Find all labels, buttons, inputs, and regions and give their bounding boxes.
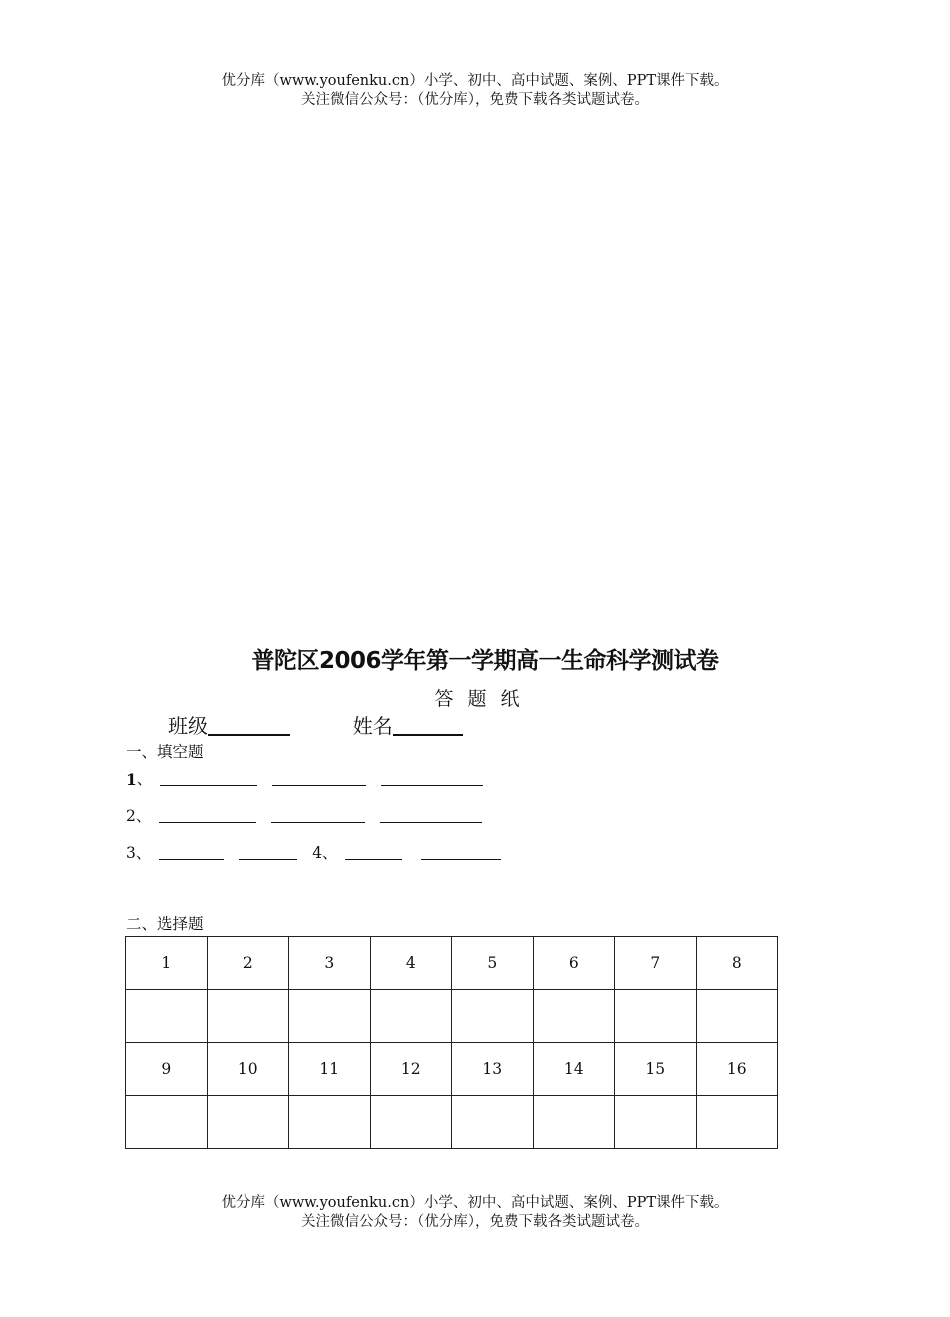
answer-cell[interactable]: [615, 990, 697, 1043]
fill-row-2: [126, 804, 482, 826]
question-number-cell: 3: [289, 937, 371, 990]
class-blank[interactable]: [208, 712, 290, 736]
fill-row-1: [126, 767, 483, 789]
section-fill-in-heading: 一、填空题: [126, 743, 204, 761]
question-number-cell: 14: [533, 1043, 615, 1096]
q4-number: 4、: [312, 844, 338, 862]
question-number-cell: 7: [615, 937, 697, 990]
question-number-cell: 8: [696, 937, 778, 990]
q3-blank-1[interactable]: [159, 841, 224, 860]
table-row-answers-2: [126, 1096, 778, 1149]
q2-number: 2、: [126, 807, 152, 825]
footer-line-1: 优分库（www.youfenku.cn）小学、初中、高中试题、案例、PPT课件下载。: [221, 1195, 729, 1211]
question-number-cell: 9: [126, 1043, 208, 1096]
student-info-row: [168, 710, 463, 739]
question-number-cell: 10: [207, 1043, 289, 1096]
answer-cell[interactable]: [533, 990, 615, 1043]
q2-blank-3[interactable]: [380, 804, 482, 823]
q1-blank-1[interactable]: [160, 767, 257, 786]
answer-cell[interactable]: [126, 990, 208, 1043]
name-blank[interactable]: [393, 712, 463, 736]
answer-cell[interactable]: [370, 990, 452, 1043]
q1-blank-3[interactable]: [381, 767, 483, 786]
answer-cell[interactable]: [696, 990, 778, 1043]
header-line-1: 优分库（www.youfenku.cn）小学、初中、高中试题、案例、PPT课件下载。: [221, 73, 729, 89]
answer-cell[interactable]: [452, 1096, 534, 1149]
table-row-answers-1: [126, 990, 778, 1043]
answer-sheet-subtitle: 答 题 纸: [434, 688, 524, 710]
answer-cell[interactable]: [533, 1096, 615, 1149]
question-number-cell: 5: [452, 937, 534, 990]
table-row-numbers-1: [126, 937, 778, 990]
answer-cell[interactable]: [207, 990, 289, 1043]
name-label: 姓名: [352, 714, 393, 738]
page-footer: [0, 1194, 950, 1232]
page-header: [0, 72, 950, 110]
question-number-cell: 13: [452, 1043, 534, 1096]
q2-blank-1[interactable]: [159, 804, 256, 823]
q2-blank-2[interactable]: [271, 804, 365, 823]
choice-answer-table: [125, 936, 778, 1149]
q4-blank-1[interactable]: [345, 841, 402, 860]
question-number-cell: 16: [696, 1043, 778, 1096]
table-row-numbers-2: [126, 1043, 778, 1096]
answer-cell[interactable]: [696, 1096, 778, 1149]
q1-blank-2[interactable]: [272, 767, 366, 786]
question-number-cell: 2: [207, 937, 289, 990]
answer-cell[interactable]: [207, 1096, 289, 1149]
fill-row-3: [126, 841, 501, 863]
answer-cell[interactable]: [615, 1096, 697, 1149]
question-number-cell: 1: [126, 937, 208, 990]
answer-cell[interactable]: [289, 1096, 371, 1149]
question-number-cell: 15: [615, 1043, 697, 1096]
section-choice-heading: 二、选择题: [126, 915, 204, 933]
exam-title: 普陀区2006学年第一学期高一生命科学测试卷: [251, 648, 719, 674]
q3-number: 3、: [126, 844, 152, 862]
question-number-cell: 12: [370, 1043, 452, 1096]
answer-cell[interactable]: [126, 1096, 208, 1149]
q1-number: 1: [126, 770, 137, 789]
question-number-cell: 6: [533, 937, 615, 990]
question-number-cell: 11: [289, 1043, 371, 1096]
q1-separator: 、: [136, 770, 153, 788]
q3-blank-2[interactable]: [239, 841, 297, 860]
answer-cell[interactable]: [370, 1096, 452, 1149]
footer-line-2: 关注微信公众号：（优分库），免费下载各类试题试卷。: [301, 1214, 649, 1230]
class-label: 班级: [168, 714, 208, 738]
header-line-2: 关注微信公众号：（优分库），免费下载各类试题试卷。: [301, 92, 649, 108]
answer-cell[interactable]: [289, 990, 371, 1043]
answer-cell[interactable]: [452, 990, 534, 1043]
question-number-cell: 4: [370, 937, 452, 990]
q4-blank-2[interactable]: [421, 841, 501, 860]
